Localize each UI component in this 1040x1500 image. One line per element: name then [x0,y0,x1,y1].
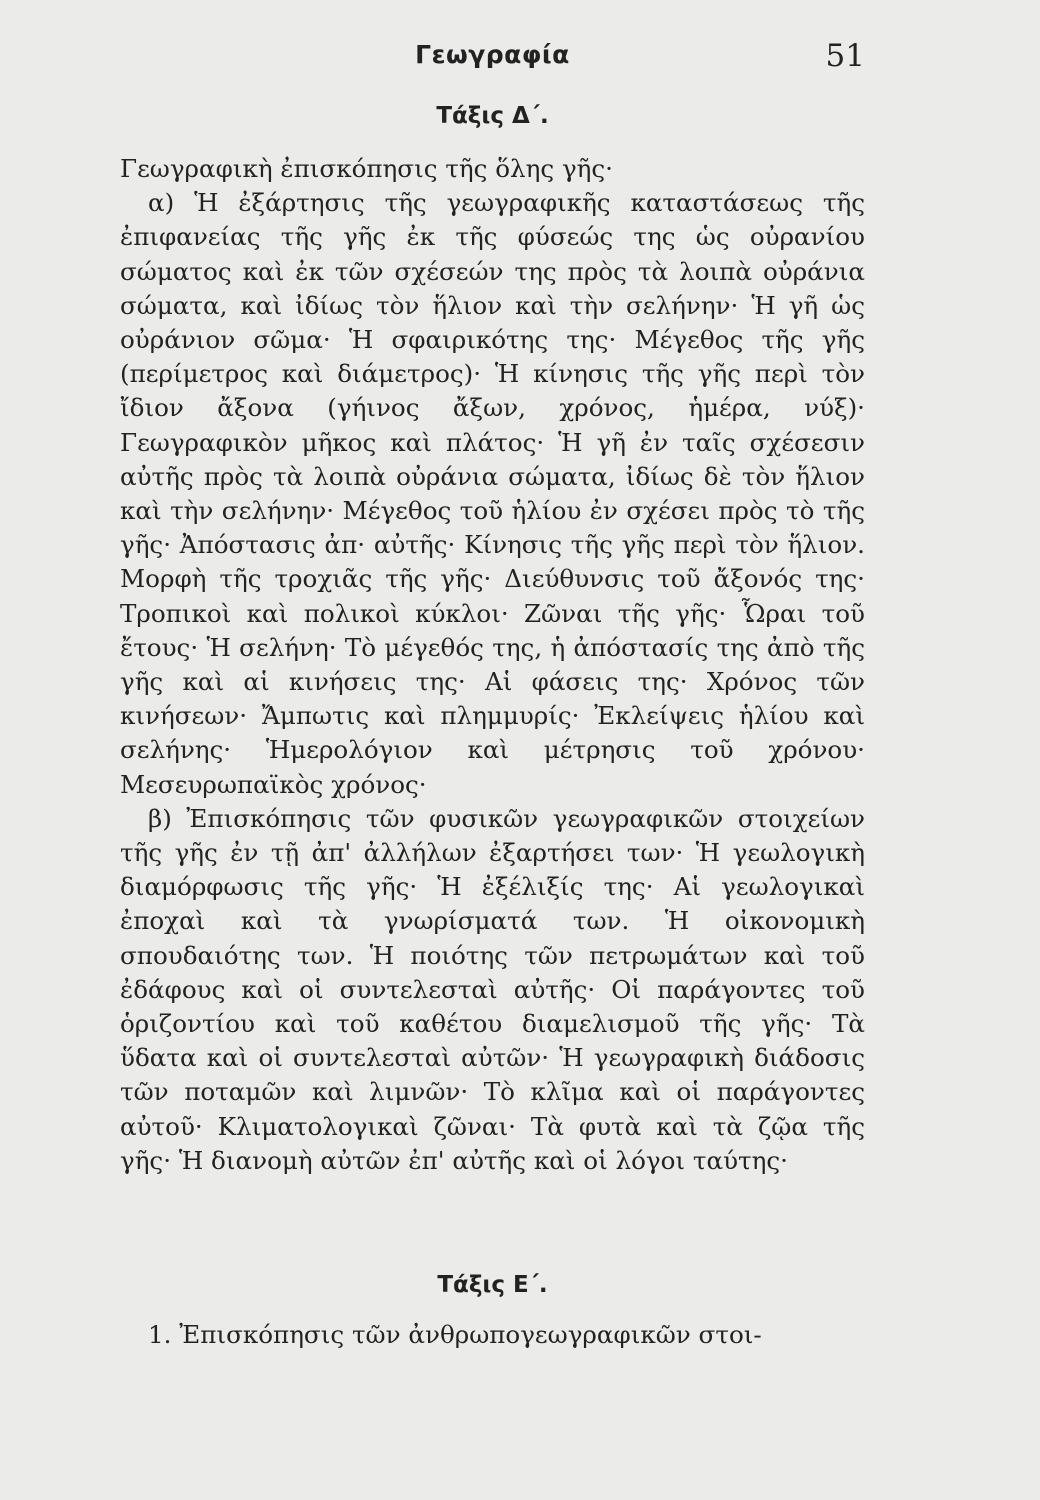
section-d-body [120,152,865,1178]
paragraph-b: β) Ἐπισκόπησις τῶν φυσικῶν γεωγραφικῶν στοιχείων τῆς γῆς ἐν τῇ ἀπ' ἀλλήλων ἐξαρτήσει των· Ἡ γεωλογικὴ διαμόρφωσις τῆς γῆς· Ἡ ἐξέλιξίς της· Αἱ γεωλογικαὶ ἐποχαὶ καὶ τὰ γνωρίσματά των. Ἡ οἰκονομικὴ σπουδαιότης των. Ἡ ποιότης τῶν πετρωμάτων καὶ τοῦ ἐδάφους καὶ οἱ συντελεσταὶ αὐτῆς· Οἱ παράγοντες τοῦ ὁριζοντίου καὶ τοῦ καθέτου διαμελισμοῦ τῆς γῆς· Τὰ ὕδατα καὶ οἱ συντελεσταὶ αὐτῶν· Ἡ γεωγραφικὴ διάδοσις τῶν ποταμῶν καὶ λιμνῶν· Τὸ κλῖμα καὶ οἱ παράγοντες αὐτοῦ· Κλιματολογικαὶ ζῶναι· Τὰ φυτὰ καὶ τὰ ζῷα τῆς γῆς· Ἡ διανομὴ αὐτῶν ἐπ' αὐτῆς καὶ οἱ λόγοι ταύτης· [120,803,865,1175]
paragraph-a: α) Ἡ ἐξάρτησις τῆς γεωγραφικῆς καταστάσεως τῆς ἐπιφανείας τῆς γῆς ἐκ τῆς φύσεώς της ὡς οὐρανίου σώματος καὶ ἐκ τῶν σχέσεών της πρὸς τὰ λοιπὰ οὐράνια σώματα, καὶ ἰδίως τὸν ἥλιον καὶ τὴν σελήνην· Ἡ γῆ ὡς οὐράνιον σῶμα· Ἡ σφαιρικότης της· Μέγεθος τῆς γῆς (περίμετρος καὶ διάμετρος)· Ἡ κίνησις τῆς γῆς περὶ τὸν ἴδιον ἄξονα (γήινος ἄξων, χρόνος, ἡμέρα, νύξ)· Γεωγραφικὸν μῆκος καὶ πλάτος· Ἡ γῆ ἐν ταῖς σχέσεσιν αὐτῆς πρὸς τὰ λοιπὰ οὐράνια σώματα, ἰδίως δὲ τὸν ἥλιον καὶ τὴν σελήνην· Μέγεθος τοῦ ἡλίου ἐν σχέσει πρὸς τὸ τῆς γῆς· Ἀπόστασις ἀπ· αὐτῆς· Κίνησις τῆς γῆς περὶ τὸν ἥλιον. Μορφὴ τῆς τροχιᾶς τῆς γῆς· Διεύθυνσις τοῦ ἄξονός της· Τροπικοὶ καὶ πολικοὶ κύκλοι· Ζῶναι τῆς γῆς· Ὧραι τοῦ ἔτους· Ἡ σελήνη· Τὸ μέγεθός της, ἡ ἀπόστασίς της ἀπὸ τῆς γῆς καὶ αἱ κινήσεις της· Αἱ φάσεις της· Χρόνος τῶν κινήσεων· Ἄμπωτις καὶ πλημμυρίς· Ἐκλείψεις ἡλίου καὶ σελήνης· Ἡμερολόγιον καὶ μέτρησις τοῦ χρόνου· Μεσευρωπαϊκὸς χρόνος· [120,188,865,799]
page-number: 51 [825,38,865,74]
page-header [120,40,865,90]
section-heading-d: Τάξις Δ΄. [436,103,549,129]
running-title: Γεωγραφία [415,40,570,69]
section-heading-e: Τάξις Ε΄. [437,1272,548,1298]
section-d-intro: Γεωγραφικὴ ἐπισκόπησις τῆς ὅλης γῆς· [120,154,613,183]
section-e-item-1: 1. Ἐπισκόπησις τῶν ἀνθρωπογεωγραφικῶν στοι- [148,1320,762,1349]
